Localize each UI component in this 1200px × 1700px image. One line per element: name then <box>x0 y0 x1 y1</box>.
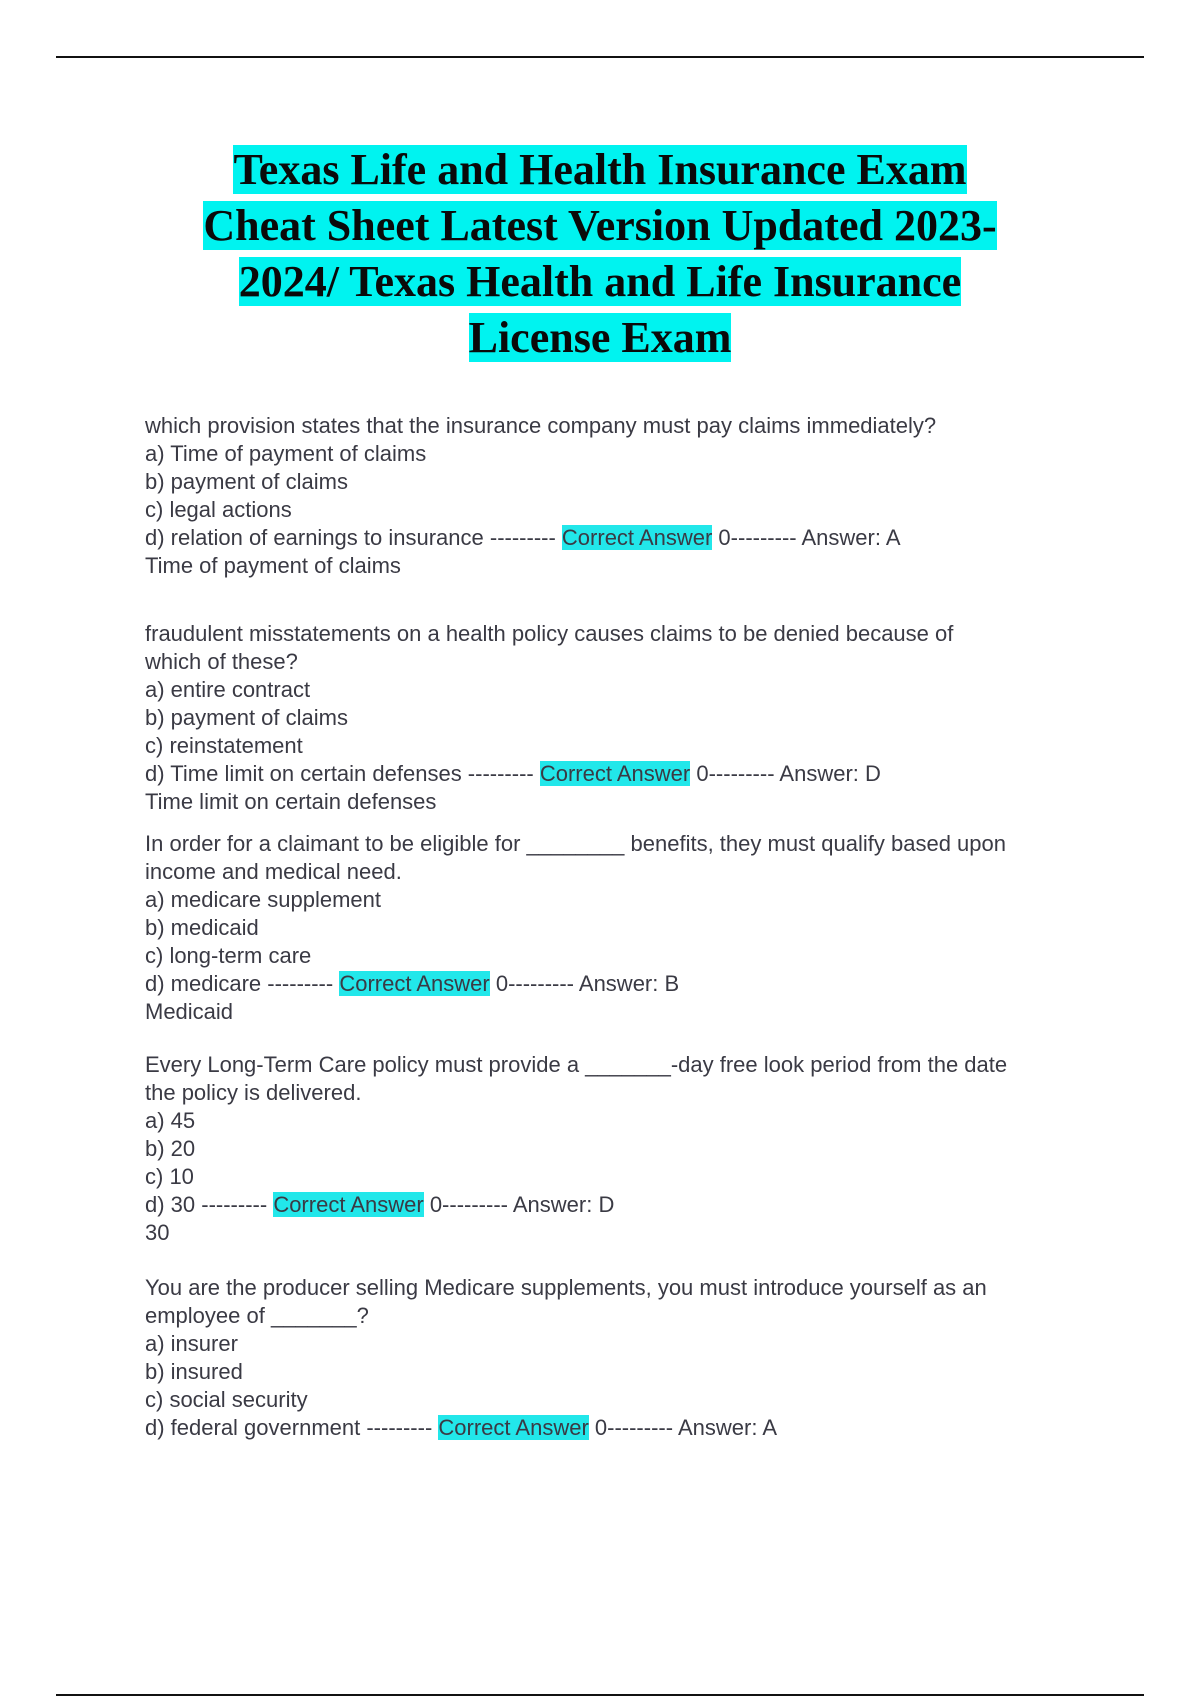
option-d: d) Time limit on certain defenses --------- <box>145 761 540 786</box>
option-c: c) long-term care <box>145 943 312 968</box>
option-b: b) insured <box>145 1359 243 1384</box>
correct-answer-highlight: Correct Answer <box>438 1415 589 1440</box>
answer-key: 0--------- Answer: A <box>712 525 901 550</box>
answer-key: 0--------- Answer: D <box>690 761 881 786</box>
bottom-rule <box>56 1694 1144 1696</box>
answer-line <box>145 1191 1095 1219</box>
title-line: 2024/ Texas Health and Life Insurance <box>238 257 962 306</box>
question-text: In order for a claimant to be eligible for ________ benefits, they must qualify based upon <box>145 831 1006 856</box>
question-text: which provision states that the insurance company must pay claims immediately? <box>145 413 937 438</box>
answer-explanation: Medicaid <box>145 999 234 1024</box>
question-block-5 <box>145 1274 1095 1442</box>
correct-answer-highlight: Correct Answer <box>339 971 490 996</box>
option-a: a) entire contract <box>145 677 311 702</box>
correct-answer-highlight: Correct Answer <box>539 761 691 786</box>
option-a: a) Time of payment of claims <box>145 441 427 466</box>
option-a: a) insurer <box>145 1331 238 1356</box>
option-b: b) payment of claims <box>145 469 348 494</box>
answer-key: 0--------- Answer: D <box>423 1192 615 1217</box>
question-block-1 <box>145 412 1095 580</box>
question-block-2 <box>145 620 1095 816</box>
option-b: b) medicaid <box>145 915 259 940</box>
option-a: a) 45 <box>145 1108 196 1133</box>
correct-answer-highlight: Correct Answer <box>273 1192 424 1217</box>
option-d: d) medicare --------- <box>145 971 340 996</box>
title-line: Texas Life and Health Insurance Exam <box>233 145 967 194</box>
answer-explanation: Time limit on certain defenses <box>145 789 437 814</box>
question-text: Every Long-Term Care policy must provide a _______-day free look period from the date <box>145 1052 1008 1077</box>
question-block-4 <box>145 1051 1095 1247</box>
question-text: the policy is delivered. <box>145 1080 362 1105</box>
answer-line <box>145 760 1095 788</box>
question-block-3 <box>145 830 1095 1026</box>
option-a: a) medicare supplement <box>145 887 382 912</box>
answer-line <box>145 524 1095 552</box>
answer-line <box>145 1414 1095 1442</box>
top-rule <box>56 56 1144 58</box>
title-line: License Exam <box>468 313 732 362</box>
option-b: b) 20 <box>145 1136 196 1161</box>
option-c: c) 10 <box>145 1164 194 1189</box>
option-d: d) 30 --------- <box>145 1192 274 1217</box>
answer-explanation: 30 <box>145 1220 170 1245</box>
answer-key: 0--------- Answer: A <box>588 1415 778 1440</box>
answer-key: 0--------- Answer: B <box>489 971 680 996</box>
option-b: b) payment of claims <box>145 705 348 730</box>
question-text: You are the producer selling Medicare supplements, you must introduce yourself as an <box>145 1275 987 1300</box>
option-d: d) federal government --------- <box>145 1415 439 1440</box>
question-text: which of these? <box>145 649 298 674</box>
answer-explanation: Time of payment of claims <box>145 553 401 578</box>
answer-line <box>145 970 1095 998</box>
document-title <box>100 142 1100 366</box>
option-c: c) legal actions <box>145 497 292 522</box>
question-text: fraudulent misstatements on a health policy causes claims to be denied because of <box>145 621 954 646</box>
correct-answer-highlight: Correct Answer <box>561 525 713 550</box>
question-text: employee of _______? <box>145 1303 369 1328</box>
option-c: c) reinstatement <box>145 733 303 758</box>
option-d: d) relation of earnings to insurance --------- <box>145 525 562 550</box>
title-line: Cheat Sheet Latest Version Updated 2023- <box>203 201 997 250</box>
option-c: c) social security <box>145 1387 308 1412</box>
question-text: income and medical need. <box>145 859 402 884</box>
